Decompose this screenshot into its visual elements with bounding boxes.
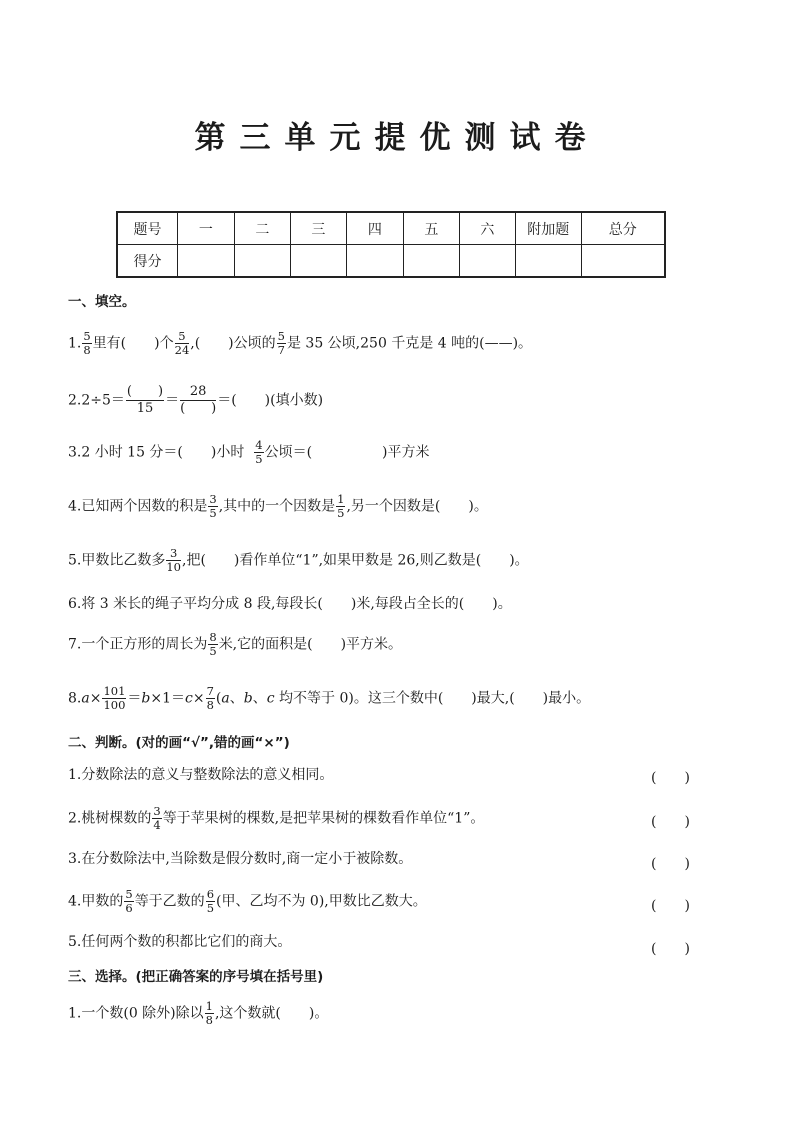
fraction [126, 385, 164, 416]
denominator: 24 [174, 343, 190, 357]
fill-question-4 [68, 494, 488, 519]
score-cell[interactable] [177, 245, 234, 278]
denominator: 5 [206, 901, 215, 915]
fill-question-5 [68, 548, 529, 573]
question-text: ＝ [127, 690, 142, 707]
question-text: 均不等于 0)。这三个数中( )最大,( )最小。 [274, 690, 591, 707]
question-text: 2.桃树棵数的 [68, 810, 152, 827]
numerator: 5 [83, 329, 91, 343]
variable-c: c [266, 690, 275, 707]
fraction [166, 548, 181, 573]
question-text: ,把( )看作单位“1”,如果甲数是 26,则乙数是( )。 [182, 552, 529, 569]
fraction [175, 331, 190, 356]
score-header-cell: 三 [290, 212, 346, 245]
fraction [205, 1001, 214, 1026]
variable-b: b [141, 690, 151, 707]
fill-question-6: 6.将 3 米长的绳子平均分成 8 段,每段长( )米,每段占全长的( )。 [68, 596, 512, 612]
question-text: ( [215, 690, 222, 707]
denominator: 5 [209, 644, 217, 658]
numerator: 5 [125, 887, 133, 901]
section1-heading: 一、填空。 [68, 294, 136, 310]
denominator: 15 [136, 401, 154, 416]
score-header-cell: 附加题 [515, 212, 581, 245]
denominator: 8 [205, 1013, 213, 1027]
question-text: ,( )公顷的 [190, 335, 276, 352]
fraction [206, 889, 215, 914]
question-text: 4.已知两个因数的积是 [68, 498, 208, 515]
fraction [208, 632, 217, 657]
numerator: 28 [180, 385, 216, 401]
times-sign: × [192, 690, 205, 707]
fill-question-1 [68, 331, 532, 356]
score-cell[interactable] [346, 245, 403, 278]
denominator: 5 [255, 452, 263, 466]
denominator: 10 [166, 560, 181, 574]
numerator: 1 [205, 999, 213, 1013]
fraction [208, 494, 217, 519]
score-cell[interactable] [515, 245, 581, 278]
denominator: 7 [277, 343, 285, 357]
denominator: 8 [83, 343, 91, 357]
numerator: 3 [153, 804, 161, 818]
fraction [152, 806, 161, 831]
question-text: ,另一个因数是( )。 [346, 498, 488, 515]
answer-bracket[interactable]: ( ) [651, 941, 690, 957]
numerator: 3 [166, 548, 181, 561]
score-cell[interactable] [234, 245, 290, 278]
question-text: 8. [68, 690, 82, 707]
question-text: 4.甲数的 [68, 893, 124, 910]
fraction [277, 331, 286, 356]
score-header-cell: 六 [459, 212, 515, 245]
fill-question-2 [68, 385, 323, 416]
numerator: 3 [209, 492, 217, 506]
times-sign: × [89, 690, 102, 707]
judge-question-2 [68, 806, 484, 831]
variable-a: a [81, 690, 90, 707]
judge-question-3: 3.在分数除法中,当除数是假分数时,商一定小于被除数。 [68, 851, 413, 867]
numerator: 7 [206, 684, 214, 698]
numerator: 6 [206, 887, 215, 901]
variable-b: b [243, 690, 253, 707]
question-text: 2.2÷5＝ [68, 392, 125, 409]
score-header-cell: 一 [177, 212, 234, 245]
score-cell[interactable] [459, 245, 515, 278]
answer-bracket[interactable]: ( ) [651, 898, 690, 914]
fraction [180, 385, 216, 416]
score-row-label: 得分 [117, 245, 177, 278]
score-table-score-row [117, 245, 665, 278]
score-header-cell: 总分 [581, 212, 665, 245]
fraction [206, 686, 215, 711]
question-text: 7.一个正方形的周长为 [68, 636, 208, 653]
score-cell[interactable] [290, 245, 346, 278]
section2-heading: 二、判断。(对的画“√”,错的画“×”) [68, 735, 290, 751]
judge-question-1: 1.分数除法的意义与整数除法的意义相同。 [68, 767, 334, 783]
numerator: 1 [337, 492, 345, 506]
score-cell[interactable] [403, 245, 459, 278]
fraction [124, 889, 133, 914]
separator: 、 [229, 690, 244, 707]
numerator: ( ) [126, 384, 164, 399]
fill-question-8 [68, 686, 590, 711]
answer-bracket[interactable]: ( ) [651, 814, 690, 830]
denominator: 6 [125, 901, 133, 915]
score-header-cell: 题号 [117, 212, 177, 245]
numerator: 101 [103, 684, 126, 698]
denominator: 100 [103, 698, 126, 712]
question-text: 3.2 小时 15 分＝( )小时 [68, 444, 245, 461]
section3-heading: 三、选择。(把正确答案的序号填在括号里) [68, 969, 324, 985]
fraction [102, 686, 126, 711]
fraction [254, 440, 263, 465]
question-text: 米,它的面积是( )平方米。 [218, 636, 403, 653]
question-text: 里有( )个 [92, 335, 174, 352]
fill-question-3 [68, 440, 430, 465]
question-text: 5.甲数比乙数多 [68, 552, 166, 569]
question-text: ＝( )(填小数) [217, 392, 324, 409]
question-text: 等于乙数的 [134, 893, 205, 910]
question-text: 公顷＝( )平方米 [264, 444, 430, 461]
fraction [336, 494, 345, 519]
page-title: 第三单元提优测试卷 [194, 120, 600, 156]
fill-question-7 [68, 632, 402, 657]
judge-question-5: 5.任何两个数的积都比它们的商大。 [68, 934, 292, 950]
score-header-cell: 四 [346, 212, 403, 245]
question-text: (甲、乙均不为 0),甲数比乙数大。 [216, 893, 427, 910]
score-header-cell: 五 [403, 212, 459, 245]
score-header-cell: 二 [234, 212, 290, 245]
score-table-header-row [117, 212, 665, 245]
numerator: 8 [209, 630, 217, 644]
question-text: 等于苹果树的棵数,是把苹果树的棵数看作单位“1”。 [162, 810, 485, 827]
question-text: ,其中的一个因数是 [218, 498, 336, 515]
denominator: 4 [153, 818, 161, 832]
score-table [116, 211, 666, 278]
question-text: 是 35 公顷,250 千克是 4 吨的(——)。 [286, 335, 533, 352]
numerator: 5 [175, 331, 190, 344]
judge-question-4 [68, 889, 427, 914]
denominator: 8 [206, 698, 214, 712]
answer-bracket[interactable]: ( ) [651, 770, 690, 786]
denominator: ( ) [180, 401, 217, 416]
answer-bracket[interactable]: ( ) [651, 856, 690, 872]
question-text: 1.一个数(0 除外)除以 [68, 1005, 204, 1022]
fraction [82, 331, 91, 356]
choice-question-1 [68, 1001, 328, 1026]
denominator: 5 [209, 506, 217, 520]
question-text: ＝ [165, 392, 180, 409]
variable-a: a [221, 690, 230, 707]
separator: 、 [252, 690, 267, 707]
question-text: 1. [68, 335, 82, 352]
question-text: ×1＝ [150, 690, 186, 707]
denominator: 5 [337, 506, 345, 520]
numerator: 4 [255, 438, 263, 452]
numerator: 5 [277, 329, 285, 343]
score-cell[interactable] [581, 245, 665, 278]
question-text: ,这个数就( )。 [214, 1005, 329, 1022]
variable-c: c [185, 690, 193, 707]
